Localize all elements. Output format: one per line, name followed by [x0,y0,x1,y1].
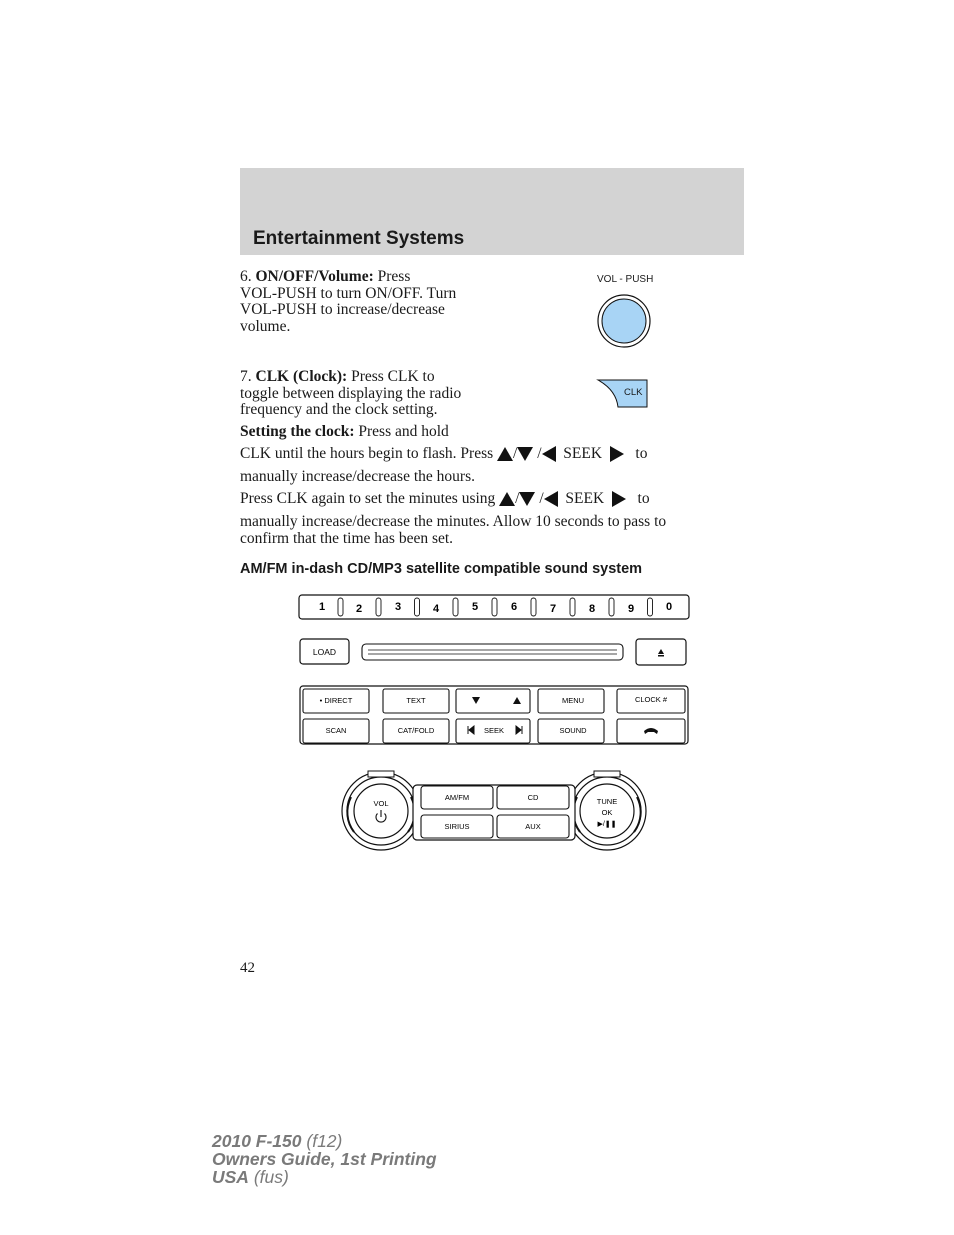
seek-left-arrow-icon [542,446,556,462]
up-arrow-icon [499,492,515,506]
setting-clock-line3: manually increase/decrease the hours. [240,468,475,485]
footer: 2010 F-150 (f12) Owners Guide, 1st Printing USA (fus) [212,1131,437,1187]
play-pause-label: ▶/❚❚ [597,821,617,828]
section-title: Entertainment Systems [253,228,465,249]
seek-right-arrow-icon [612,491,626,507]
preset-divider [609,598,614,616]
volume-description: 6. ON/OFF/Volume: Press VOL-PUSH to turn ON/OFF. Turn VOL-PUSH to increase/decrease volume. [240,268,457,335]
setting-clock-line1: Setting the clock: Press and hold [240,423,449,440]
text-label: TEXT [406,696,426,705]
preset-label-1: 1 [318,601,326,613]
preset-divider [570,598,575,616]
subsection-heading: AM/FM in-dash CD/MP3 satellite compatible sound system [240,561,643,577]
preset-label-9: 9 [627,603,635,615]
preset-label-4: 4 [432,603,440,615]
setting-clock-line5: manually increase/decrease the minutes. Allow 10 seconds to pass to confirm that the time has been set. [240,513,667,547]
direct-label: • DIRECT [319,696,353,705]
radio-faceplate-diagram [296,592,696,854]
volume-knob [594,292,654,352]
vol-label: VOL [373,799,389,808]
preset-divider [453,598,458,616]
menu-label: MENU [561,696,585,705]
down-arrow-icon [517,447,533,461]
load-label: LOAD [312,647,337,657]
mode-label-cd: CD [527,793,539,802]
up-arrow-icon [497,447,513,461]
clock-description: 7. CLK (Clock): Press CLK to toggle between displaying the radio frequency and the clock setting. [240,368,462,418]
mode-label-aux: AUX [525,822,541,831]
page-number: 42 [240,960,255,976]
tune-label: TUNE [596,797,618,806]
seek-right-arrow-icon [610,446,624,462]
setting-clock-line4: Press CLK again to set the minutes using / / SEEK to [240,490,650,507]
preset-label-8: 8 [588,603,596,615]
scan-label: SCAN [325,726,347,735]
vol-push-label: VOL - PUSH [597,274,654,285]
preset-divider [492,598,497,616]
preset-label-2: 2 [355,603,363,615]
catfold-label: CAT/FOLD [397,726,435,735]
preset-label-7: 7 [549,603,557,615]
mode-label-amfm: AM/FM [444,793,470,802]
preset-label-0: 0 [665,601,673,613]
clock-label: CLOCK # [634,695,668,704]
mode-label-sirius: SIRIUS [444,822,470,831]
preset-divider [648,598,653,616]
preset-divider [338,598,343,616]
cd-slot [362,644,623,660]
sound-label: SOUND [559,726,587,735]
preset-divider [376,598,381,616]
seek-left-arrow-icon [544,491,558,507]
ok-label: OK [601,808,613,817]
clk-label: CLK [624,387,643,398]
setting-clock-line2: CLK until the hours begin to flash. Press / / SEEK to [240,445,648,462]
preset-divider [415,598,420,616]
preset-label-6: 6 [510,601,518,613]
preset-label-3: 3 [394,601,402,613]
preset-label-5: 5 [471,601,479,613]
preset-divider [531,598,536,616]
seek-label: SEEK [483,726,505,735]
down-arrow-icon [519,492,535,506]
